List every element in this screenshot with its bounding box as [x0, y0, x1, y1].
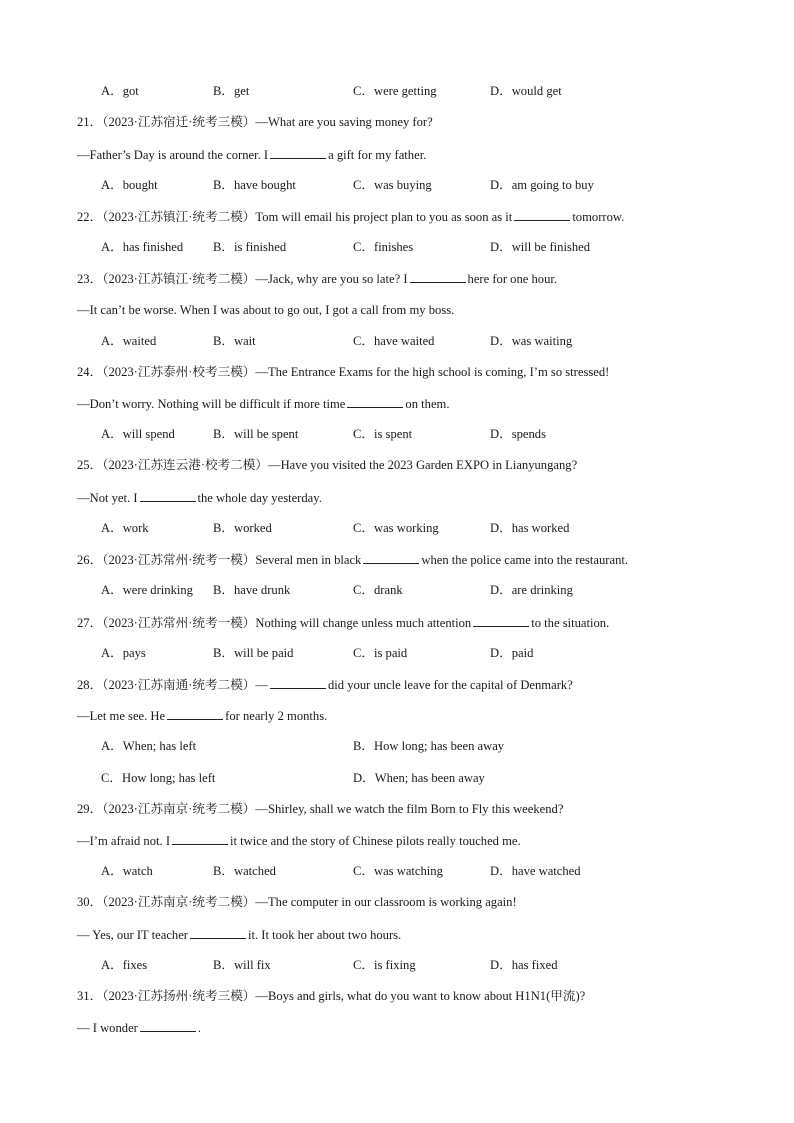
answer-blank[interactable]: [270, 676, 326, 689]
option-b[interactable]: B．wait: [213, 334, 256, 348]
option-a[interactable]: A．got: [101, 84, 139, 98]
answer-blank[interactable]: [140, 489, 196, 502]
option-a[interactable]: A．When; has left: [101, 739, 197, 753]
question-22-stem: 22．（2023·江苏镇江·统考二模）Tom will email his project plan to you as soon as it tomorrow.: [77, 210, 625, 224]
question-28-dialogue: —Let me see. He for nearly 2 months.: [77, 709, 328, 723]
option-a[interactable]: A．work: [101, 521, 149, 535]
option-b[interactable]: B．How long; has been away: [353, 739, 505, 753]
option-c[interactable]: C．have waited: [353, 334, 435, 348]
option-b[interactable]: B．worked: [213, 521, 272, 535]
question-26-stem: 26．（2023·江苏常州·统考一模）Several men in black when the police came into the restaurant.: [77, 553, 629, 567]
option-c[interactable]: C．was buying: [353, 178, 432, 192]
option-b[interactable]: B．is finished: [213, 240, 287, 254]
option-c[interactable]: C．is spent: [353, 427, 413, 441]
option-a[interactable]: A．were drinking: [101, 583, 193, 597]
option-d[interactable]: D．will be finished: [490, 240, 591, 254]
option-c[interactable]: C．was watching: [353, 864, 443, 878]
option-c[interactable]: C．was working: [353, 521, 439, 535]
option-b[interactable]: B．will fix: [213, 958, 271, 972]
question-29-stem: 29．（2023·江苏南京·统考二模）—Shirley, shall we watch the film Born to Fly this weekend?: [77, 802, 564, 816]
option-c[interactable]: C．is fixing: [353, 958, 416, 972]
option-d[interactable]: D．are drinking: [490, 583, 573, 597]
option-c[interactable]: C．How long; has left: [101, 771, 216, 785]
question-29-dialogue: —I’m afraid not. I it twice and the story of Chinese pilots really touched me.: [77, 834, 521, 848]
question-30-dialogue: — Yes, our IT teacher it. It took her about two hours.: [77, 928, 402, 942]
option-a[interactable]: A．watch: [101, 864, 153, 878]
option-a[interactable]: A．waited: [101, 334, 157, 348]
question-23-dialogue: —It can’t be worse. When I was about to go out, I got a call from my boss.: [77, 303, 455, 317]
option-d[interactable]: D．was waiting: [490, 334, 573, 348]
answer-blank[interactable]: [172, 832, 228, 845]
answer-blank[interactable]: [363, 551, 419, 564]
question-27-stem: 27．（2023·江苏常州·统考一模）Nothing will change unless much attention to the situation.: [77, 616, 610, 630]
option-d[interactable]: D．am going to buy: [490, 178, 594, 192]
option-b[interactable]: B．will be paid: [213, 646, 294, 660]
option-d[interactable]: D．paid: [490, 646, 534, 660]
option-d[interactable]: D．When; has been away: [353, 771, 485, 785]
answer-blank[interactable]: [140, 1019, 196, 1032]
question-23-stem: 23．（2023·江苏镇江·统考二模）—Jack, why are you so late? I here for one hour.: [77, 272, 558, 286]
question-21-dialogue: —Father’s Day is around the corner. I a gift for my father.: [77, 148, 427, 162]
option-d[interactable]: D．would get: [490, 84, 562, 98]
option-c[interactable]: C．is paid: [353, 646, 408, 660]
question-21-stem: 21．（2023·江苏宿迁·统考三模）—What are you saving money for?: [77, 115, 433, 129]
answer-blank[interactable]: [167, 707, 223, 720]
answer-blank[interactable]: [347, 395, 403, 408]
option-d[interactable]: D．spends: [490, 427, 546, 441]
option-a[interactable]: A．fixes: [101, 958, 148, 972]
option-b[interactable]: B．will be spent: [213, 427, 299, 441]
question-24-dialogue: —Don’t worry. Nothing will be difficult if more time on them.: [77, 397, 450, 411]
option-c[interactable]: C．finishes: [353, 240, 414, 254]
option-a[interactable]: A．will spend: [101, 427, 175, 441]
option-d[interactable]: D．have watched: [490, 864, 581, 878]
question-31-dialogue: — I wonder .: [77, 1021, 202, 1035]
question-25-stem: 25．（2023·江苏连云港·校考二模）—Have you visited the 2023 Garden EXPO in Lianyungang?: [77, 458, 578, 472]
question-24-stem: 24．（2023·江苏泰州·校考三模）—The Entrance Exams for the high school is coming, I’m so stressed!: [77, 365, 610, 379]
option-a[interactable]: A．has finished: [101, 240, 184, 254]
option-a[interactable]: A．bought: [101, 178, 158, 192]
question-31-stem: 31．（2023·江苏扬州·统考三模）—Boys and girls, what do you want to know about H1N1(甲流)?: [77, 989, 586, 1003]
answer-blank[interactable]: [270, 146, 326, 159]
answer-blank[interactable]: [473, 614, 529, 627]
answer-blank[interactable]: [410, 270, 466, 283]
option-b[interactable]: B．have drunk: [213, 583, 291, 597]
option-b[interactable]: B．have bought: [213, 178, 296, 192]
option-d[interactable]: D．has fixed: [490, 958, 558, 972]
answer-blank[interactable]: [190, 926, 246, 939]
option-c[interactable]: C．drank: [353, 583, 403, 597]
option-a[interactable]: A．pays: [101, 646, 146, 660]
option-c[interactable]: C．were getting: [353, 84, 437, 98]
question-25-dialogue: —Not yet. I the whole day yesterday.: [77, 491, 322, 505]
question-30-stem: 30．（2023·江苏南京·统考二模）—The computer in our classroom is working again!: [77, 895, 517, 909]
option-b[interactable]: B．get: [213, 84, 250, 98]
option-d[interactable]: D．has worked: [490, 521, 570, 535]
answer-blank[interactable]: [514, 208, 570, 221]
option-b[interactable]: B．watched: [213, 864, 276, 878]
question-28-stem: 28．（2023·江苏南通·统考二模）— did your uncle leave for the capital of Denmark?: [77, 678, 573, 692]
